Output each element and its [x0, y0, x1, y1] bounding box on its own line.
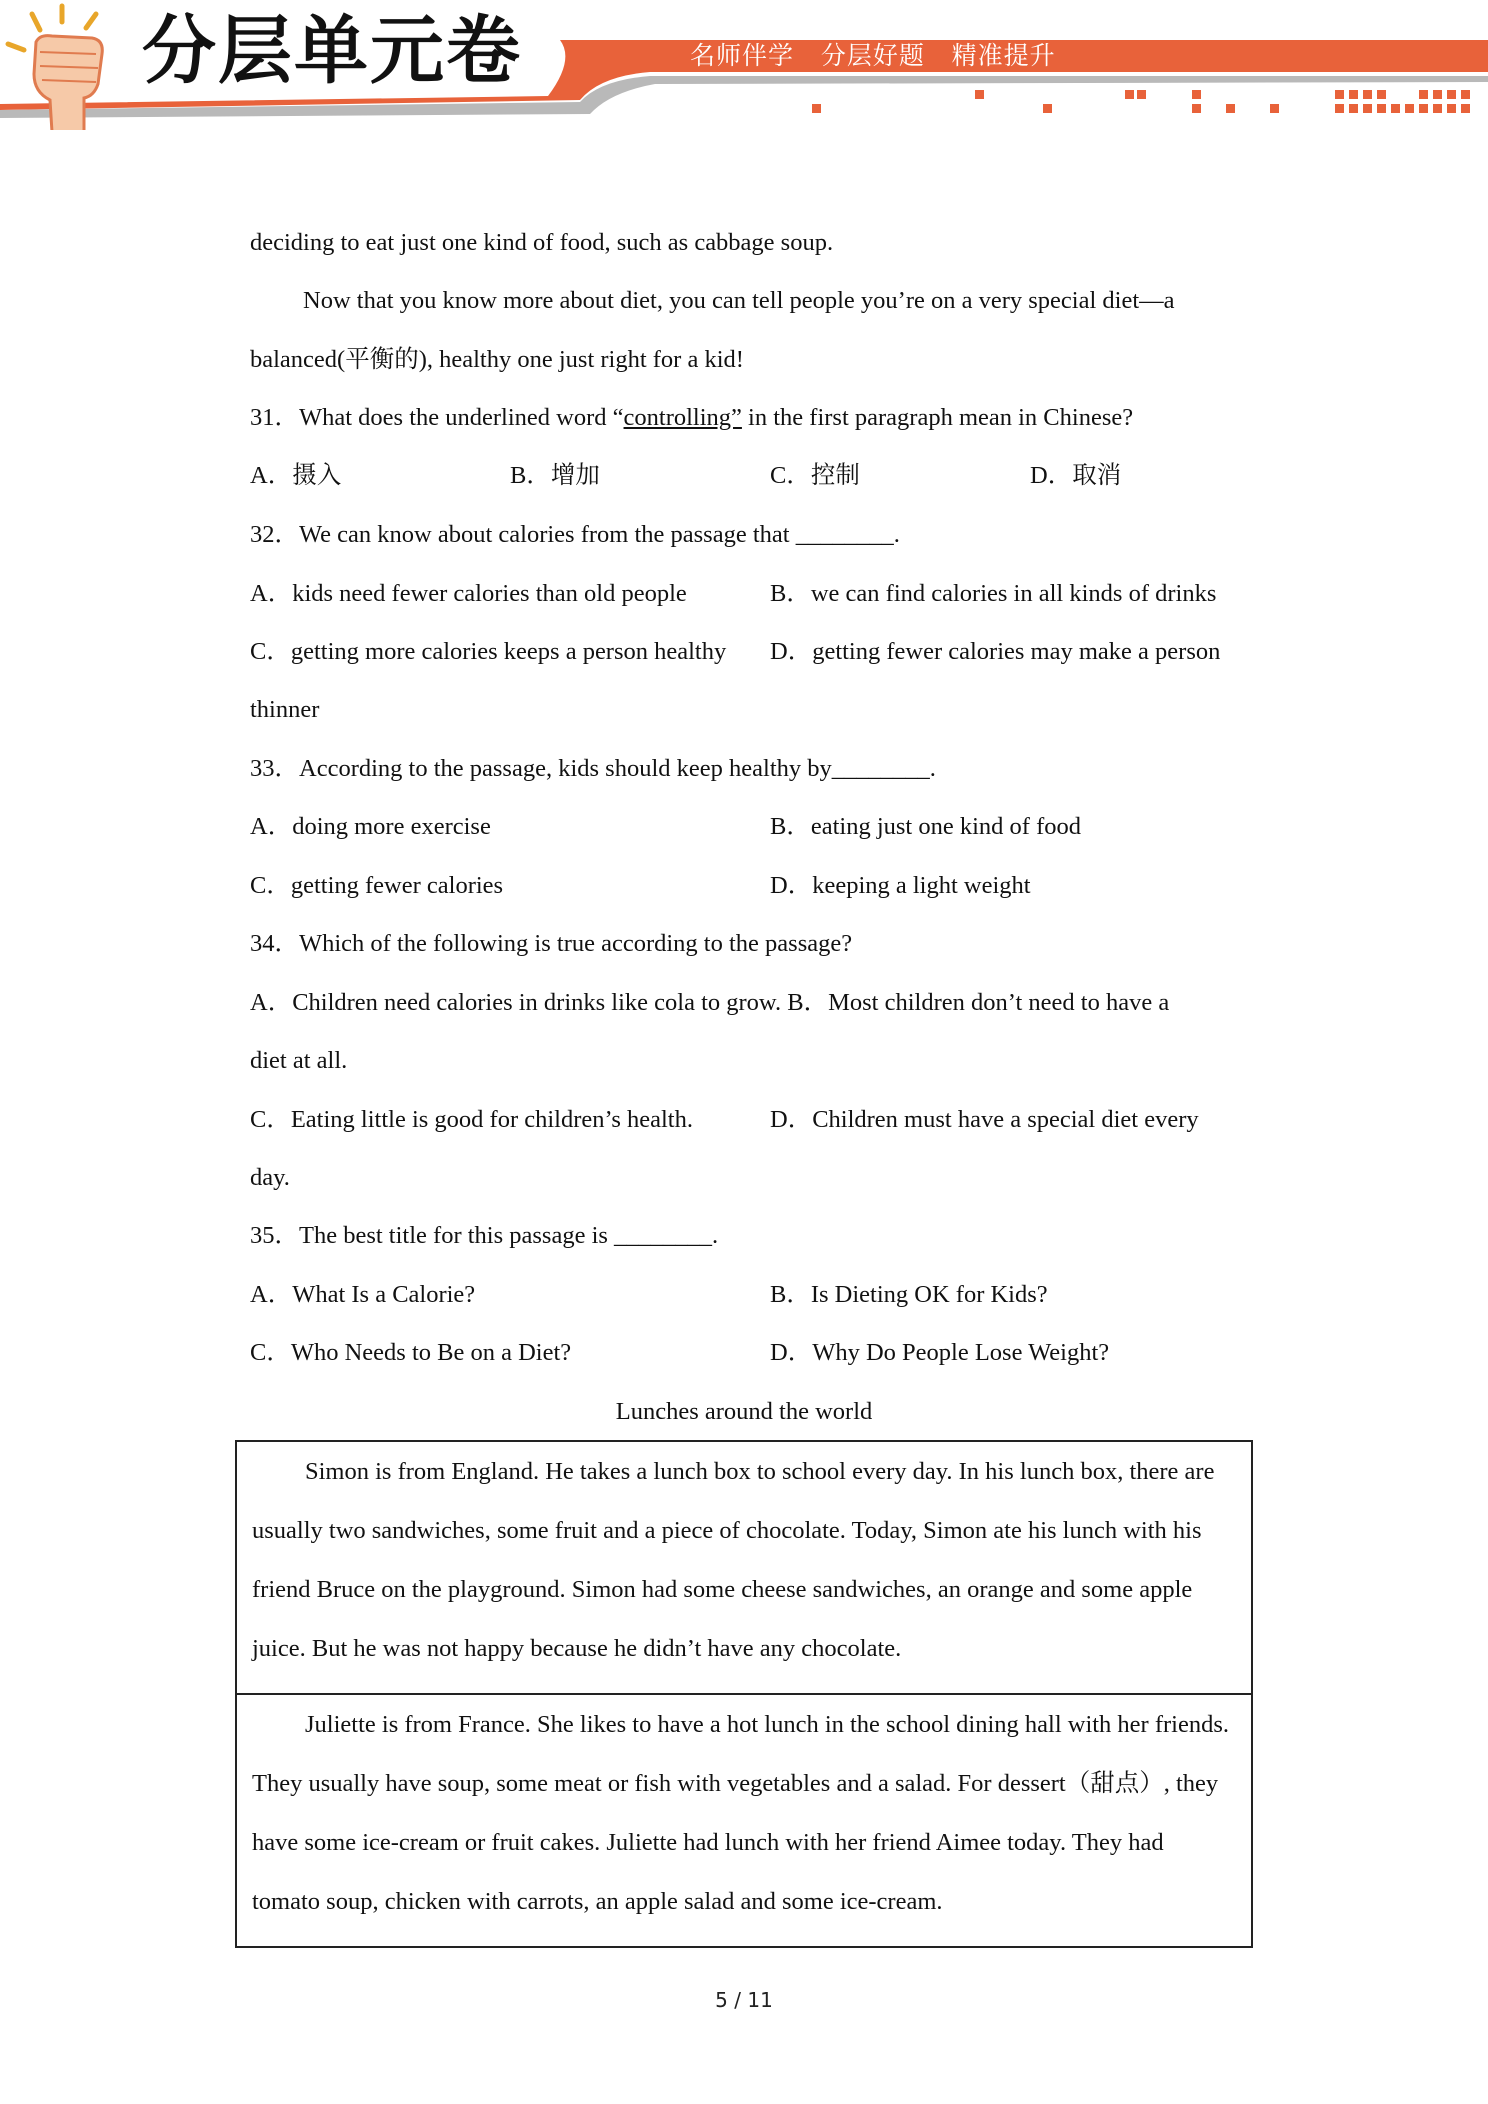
brand-title: 分层单元卷 [142, 8, 522, 94]
q31-option-d: D．取消 [1030, 462, 1122, 489]
passage-line: balanced(平衡的), healthy one just right for a kid! [250, 346, 744, 373]
q34-option-d-cont: day. [250, 1164, 290, 1191]
question-34: 34．Which of the following is true according to the passage? [250, 930, 853, 957]
q34-option-d: D．Children must have a special diet every [770, 1106, 1199, 1133]
q31-stem-pre: 31．What does the underlined word “ [250, 404, 624, 431]
q33-option-c: C．getting fewer calories [250, 872, 504, 899]
question-32: 32．We can know about calories from the passage that ________. [250, 521, 900, 548]
q33-option-b: B．eating just one kind of food [770, 813, 1081, 840]
q35-option-b: B．Is Dieting OK for Kids? [770, 1281, 1048, 1308]
section-title: Lunches around the world [615, 1398, 873, 1425]
q31-stem-post: in the first paragraph mean in Chinese? [741, 404, 1134, 431]
passage-line: Now that you know more about diet, you can tell people you’re on a very special diet—a [303, 287, 1175, 314]
q31-option-b: B．增加 [510, 462, 600, 489]
juliette-paragraph: Juliette is from France. She likes to have a hot lunch in the school dining hall with her friends. They usually have soup, some meat or fish with vegetables and a salad. For dessert（甜点）, they have some ice-cream or fruit cakes. Juliette had lunch with her friend Aimee today. They had tomato soup, chicken with carrots, an apple salad and some ice-cream. [252, 1711, 1230, 1915]
q32-option-d: D．getting fewer calories may make a person [770, 638, 1221, 665]
q31-underlined-word: controlling” [623, 404, 742, 431]
q33-option-a: A．doing more exercise [250, 813, 491, 840]
q35-option-a: A．What Is a Calorie? [250, 1281, 476, 1308]
question-31 [250, 406, 1133, 431]
page-header [0, 0, 1488, 130]
q33-option-d: D．keeping a light weight [770, 872, 1031, 899]
question-35: 35．The best title for this passage is ________. [250, 1222, 719, 1249]
q31-option-a: A．摄入 [250, 462, 342, 489]
question-33: 33．According to the passage, kids should keep healthy by________. [250, 755, 936, 782]
passage-line: deciding to eat just one kind of food, such as cabbage soup. [250, 229, 834, 256]
q32-option-a: A．kids need fewer calories than old people [250, 580, 687, 607]
header-slogan: 名师伴学 分层好题 精准提升 [690, 41, 1056, 70]
q35-option-d: D．Why Do People Lose Weight? [770, 1339, 1110, 1366]
page-number: 5 / 11 [715, 1988, 773, 2012]
q34-options-ab: A．Children need calories in drinks like cola to grow. B．Most children don’t need to have a [250, 989, 1170, 1016]
simon-paragraph: Simon is from England. He takes a lunch box to school every day. In his lunch box, there are usually two sandwiches, some fruit and a piece of chocolate. Today, Simon ate his lunch with his friend Bruce on the playground. Simon had some cheese sandwiches, an orange and some apple juice. But he was not happy because he didn’t have any chocolate. [252, 1458, 1215, 1662]
q35-option-c: C．Who Needs to Be on a Diet? [250, 1339, 572, 1366]
q34-option-c: C．Eating little is good for children’s health. [250, 1106, 693, 1133]
q32-option-d-cont: thinner [250, 696, 320, 723]
passage-box-simon [235, 1440, 1253, 1695]
q32-option-c: C．getting more calories keeps a person healthy [250, 638, 727, 665]
passage-box-juliette [235, 1693, 1253, 1948]
q34-options-ab-cont: diet at all. [250, 1047, 348, 1074]
q32-option-b: B．we can find calories in all kinds of drinks [770, 580, 1217, 607]
q31-option-c: C．控制 [770, 462, 860, 489]
